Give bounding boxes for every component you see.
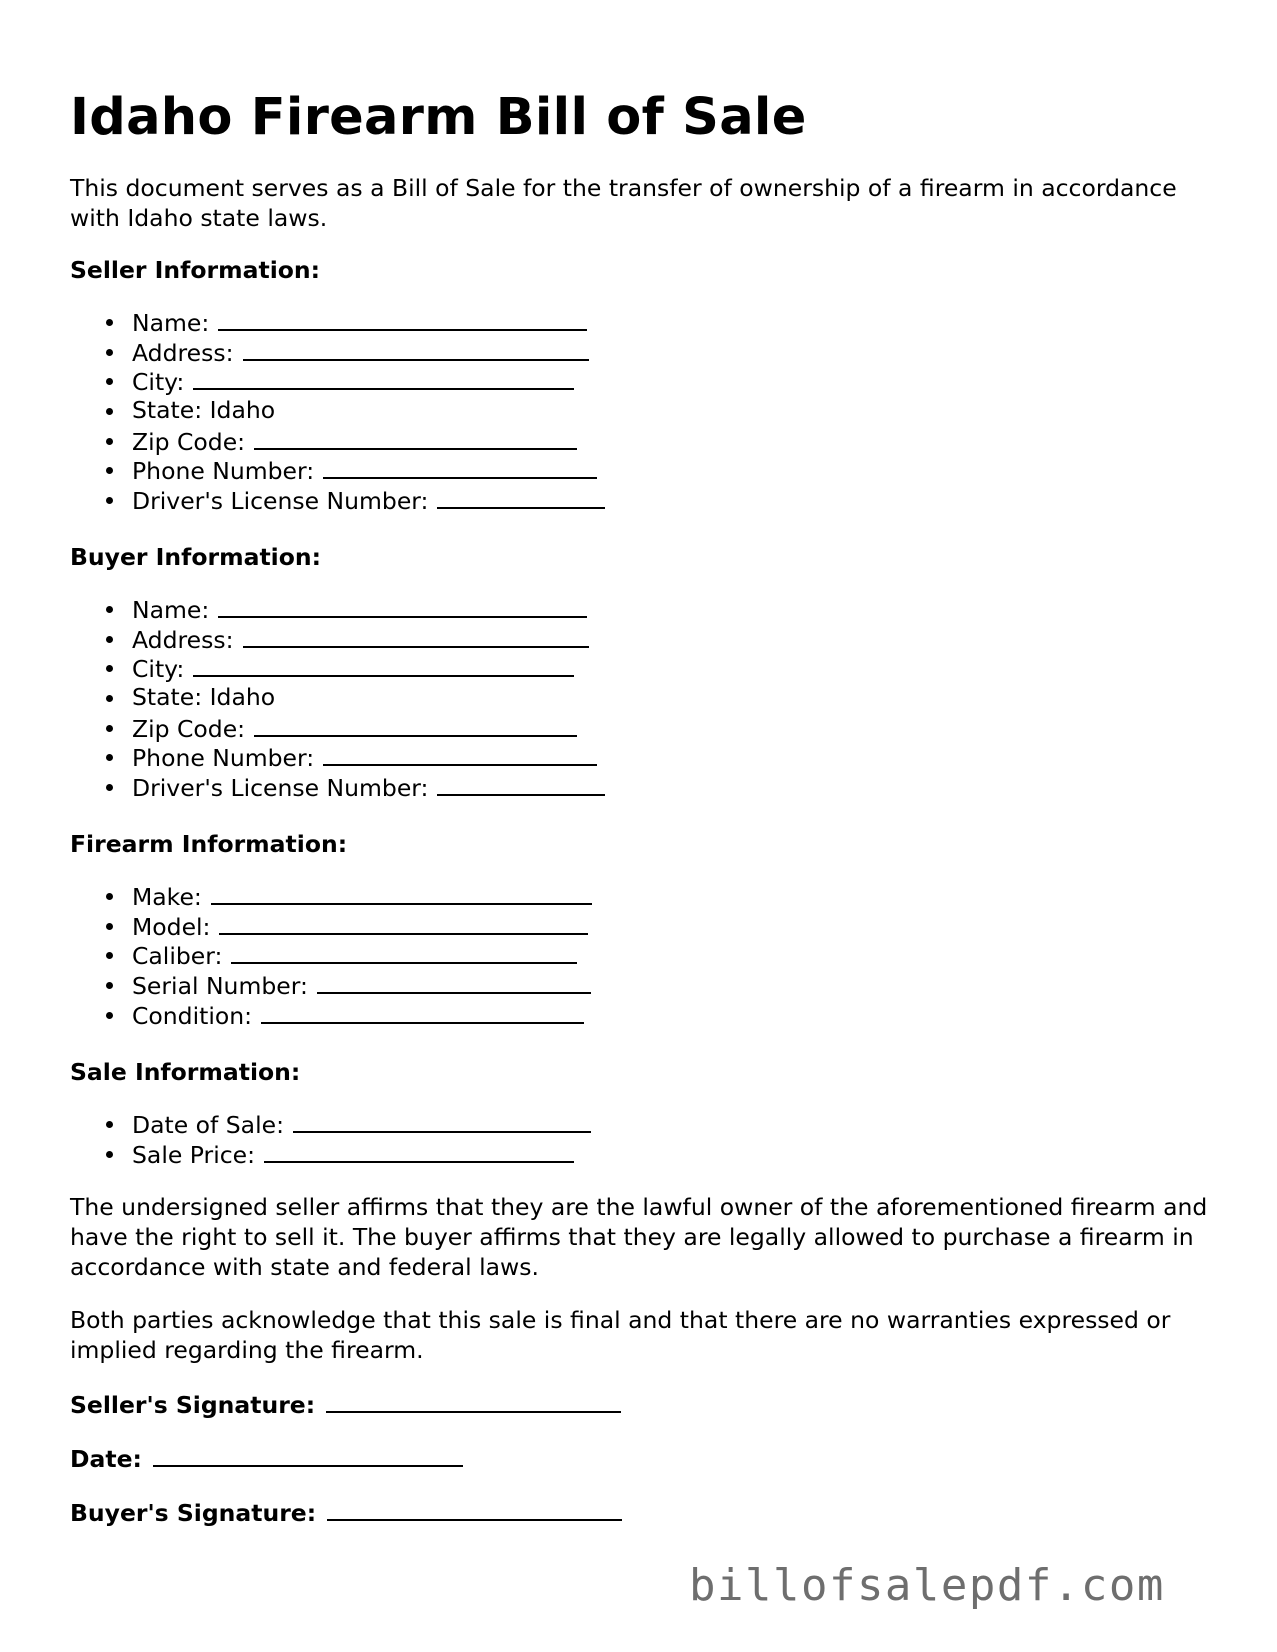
buyer-signature-label: Buyer's Signature: [70, 1499, 317, 1527]
field-label: Driver's License Number: [132, 774, 429, 803]
sale-section-heading: Sale Information: [70, 1058, 301, 1086]
seller-name-input[interactable] [218, 307, 587, 331]
field-label: Make: [132, 883, 202, 911]
buyer-section-heading: Buyer Information: [70, 543, 322, 571]
seller-license-input[interactable] [437, 485, 605, 509]
buyer-fields-list [70, 594, 605, 802]
field-label: City: [132, 368, 185, 397]
seller-phone-field [70, 455, 605, 485]
field-label: State: Idaho [132, 683, 276, 712]
seller-signature-line [70, 1389, 621, 1420]
buyer-license-input[interactable] [437, 772, 605, 796]
buyer-signature-line [70, 1497, 622, 1528]
field-label: Condition: [132, 1001, 253, 1030]
field-label: Date of Sale: [132, 1111, 284, 1139]
seller-signature-input[interactable] [326, 1389, 621, 1413]
firearm-condition-field [70, 1000, 592, 1030]
buyer-phone-input[interactable] [323, 742, 597, 766]
firearm-make-input[interactable] [211, 881, 592, 905]
sale-date-input[interactable] [293, 1109, 591, 1133]
buyer-phone-field [70, 742, 605, 772]
document-title: Idaho Firearm Bill of Sale [70, 88, 807, 147]
site-watermark: billofsalepdf.com [689, 1560, 1165, 1611]
field-label: Model: [132, 912, 211, 941]
buyer-zip-field [70, 713, 605, 743]
field-label: City: [132, 655, 185, 684]
sale-fields-list [70, 1109, 591, 1168]
firearm-model-input[interactable] [219, 911, 588, 935]
firearm-caliber-field [70, 940, 592, 970]
date-line [70, 1443, 463, 1474]
seller-section-heading: Seller Information: [70, 256, 321, 284]
firearm-caliber-input[interactable] [231, 940, 577, 964]
field-label: State: Idaho [132, 396, 276, 425]
field-label: Phone Number: [132, 744, 315, 773]
acknowledgement-paragraph: Both parties acknowledge that this sale is final and that there are no warranties expressed or implied regarding the firearm. [70, 1306, 1171, 1364]
firearm-serial-input[interactable] [317, 970, 591, 994]
buyer-name-input[interactable] [218, 594, 587, 618]
field-label: Phone Number: [132, 457, 315, 486]
buyer-city-input[interactable] [193, 653, 574, 677]
seller-signature-label: Seller's Signature: [70, 1391, 316, 1419]
buyer-city-field [70, 653, 605, 683]
intro-paragraph: This document serves as a Bill of Sale for the transfer of ownership of a firearm in accordance with Idaho state laws. [70, 174, 1177, 232]
seller-zip-input[interactable] [254, 426, 577, 450]
seller-name-field [70, 307, 605, 337]
field-label: Caliber: [132, 942, 223, 971]
date-label: Date: [70, 1445, 142, 1473]
firearm-fields-list [70, 881, 592, 1029]
affirmation-paragraph: The undersigned seller affirms that they are the lawful owner of the aforementioned firearm and have the right to sell it. The buyer affirms that they are legally allowed to purchase a firearm in accordance with state and federal laws. [70, 1193, 1208, 1281]
seller-license-field [70, 485, 605, 515]
sale-date-field [70, 1109, 591, 1139]
seller-fields-list [70, 307, 605, 515]
firearm-section-heading: Firearm Information: [70, 830, 348, 858]
field-label: Address: [132, 625, 234, 654]
firearm-make-field [70, 881, 592, 911]
field-label: Address: [132, 338, 234, 367]
seller-phone-input[interactable] [323, 455, 597, 479]
seller-city-field [70, 366, 605, 396]
firearm-model-field [70, 911, 592, 941]
buyer-name-field [70, 594, 605, 624]
seller-zip-field [70, 426, 605, 456]
seller-city-input[interactable] [193, 366, 574, 390]
buyer-address-field [70, 624, 605, 654]
date-input[interactable] [153, 1443, 463, 1467]
field-label: Zip Code: [132, 714, 246, 743]
buyer-signature-input[interactable] [327, 1497, 622, 1521]
buyer-license-field [70, 772, 605, 802]
buyer-state-field [70, 683, 605, 713]
firearm-serial-field [70, 970, 592, 1000]
field-label: Name: [132, 309, 210, 337]
firearm-condition-input[interactable] [261, 1000, 584, 1024]
buyer-address-input[interactable] [243, 624, 589, 648]
seller-address-input[interactable] [243, 337, 589, 361]
field-label: Sale Price: [132, 1140, 256, 1169]
sale-price-input[interactable] [264, 1139, 574, 1163]
field-label: Driver's License Number: [132, 487, 429, 516]
sale-price-field [70, 1139, 591, 1169]
field-label: Zip Code: [132, 427, 246, 456]
field-label: Name: [132, 596, 210, 624]
field-label: Serial Number: [132, 972, 308, 1001]
buyer-zip-input[interactable] [254, 713, 577, 737]
seller-address-field [70, 337, 605, 367]
seller-state-field [70, 396, 605, 426]
